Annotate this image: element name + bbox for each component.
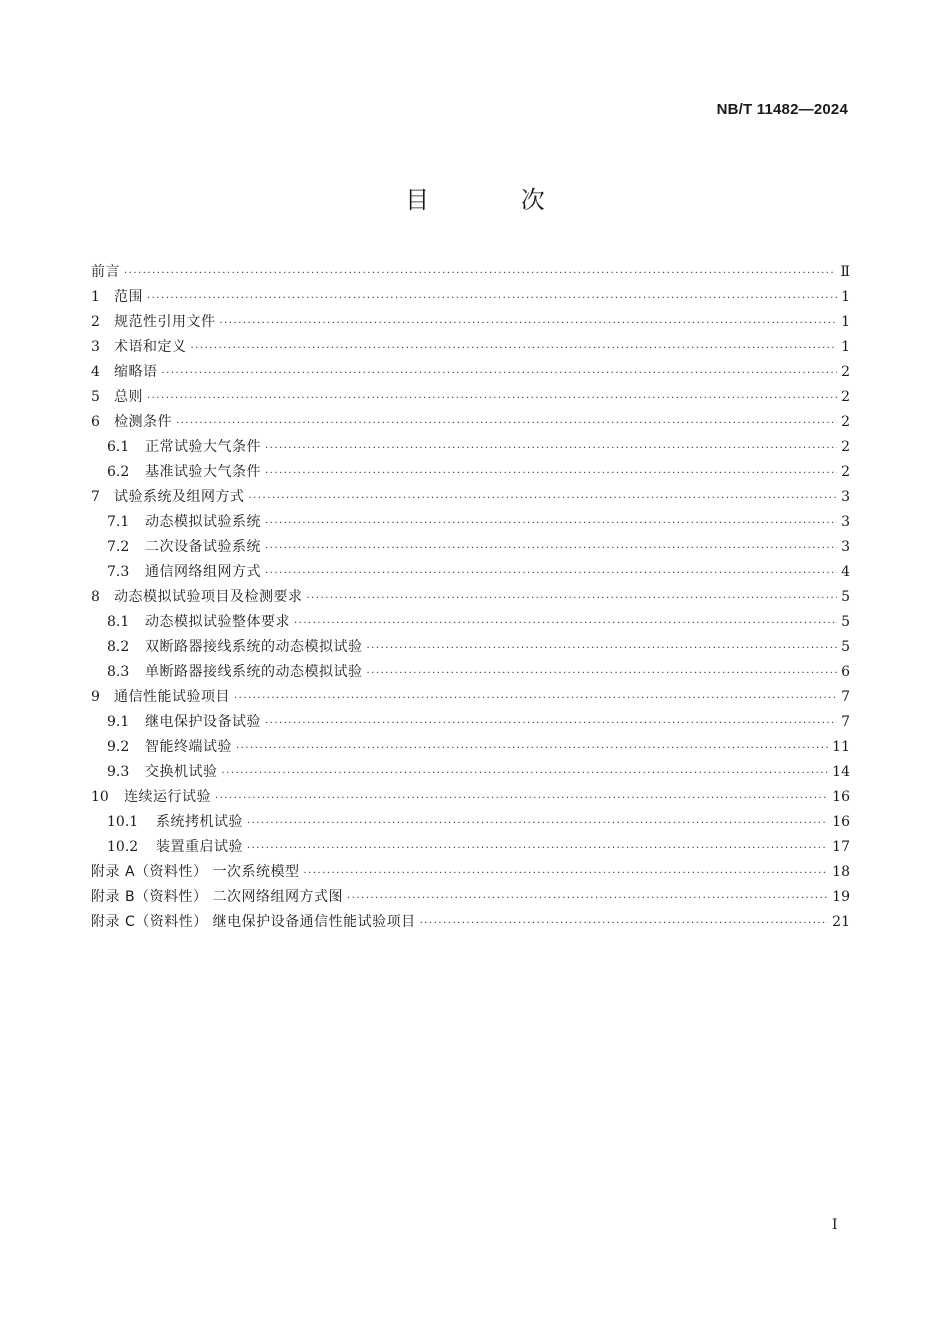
toc-entry-title: 双断路器接线系统的动态模拟试验: [145, 639, 363, 655]
toc-entry-page: 1: [841, 314, 850, 330]
dot-leader: [367, 636, 838, 661]
toc-entry-number: 8: [91, 589, 100, 605]
toc-entry-number: 3: [91, 339, 100, 355]
toc-entry-page: 4: [841, 564, 850, 580]
toc-entry-page: 17: [832, 839, 850, 855]
page-title: 目 次: [405, 186, 587, 214]
toc-entry-title: 单断路器接线系统的动态模拟试验: [145, 664, 363, 680]
dot-leader: [265, 511, 837, 536]
toc-entry-title: 二次设备试验系统: [145, 539, 261, 555]
toc-entry-title: 规范性引用文件: [114, 314, 216, 330]
dot-leader: [265, 711, 837, 736]
toc-entry-title: 连续运行试验: [124, 789, 211, 805]
dot-leader: [220, 311, 838, 336]
dot-leader: [347, 886, 828, 911]
toc-entry-title: 动态模拟试验系统: [145, 514, 261, 530]
toc-entry-number: 7.3: [107, 564, 130, 580]
toc-entry-number: 7: [91, 489, 100, 505]
toc-entry-page: 2: [841, 439, 850, 455]
toc-entry-title: 总则: [114, 389, 143, 405]
toc-entry[interactable]: [91, 685, 850, 710]
toc-entry[interactable]: [91, 585, 850, 610]
toc-entry-page: 1: [841, 289, 850, 305]
toc-entry-page: 7: [841, 714, 850, 730]
toc-entry-page: 16: [832, 814, 850, 830]
dot-leader: [234, 686, 837, 711]
dot-leader: [420, 911, 828, 936]
dot-leader: [265, 436, 837, 461]
toc-entry-number: 5: [91, 389, 100, 405]
toc-entry[interactable]: [91, 310, 850, 335]
toc-entry[interactable]: [91, 360, 850, 385]
toc-entry-page: 16: [832, 789, 850, 805]
toc-entry-page: 2: [841, 464, 850, 480]
toc-entry[interactable]: [91, 485, 850, 510]
toc-entry[interactable]: [91, 860, 850, 885]
toc-entry-number: 9: [91, 689, 100, 705]
toc-entry[interactable]: [91, 285, 850, 310]
toc-entry[interactable]: [91, 910, 850, 935]
toc-entry-page: 3: [841, 489, 850, 505]
toc-entry[interactable]: [91, 410, 850, 435]
dot-leader: [294, 611, 837, 636]
toc-entry-page: 2: [841, 414, 850, 430]
dot-leader: [367, 661, 838, 686]
toc-entry-page: 3: [841, 539, 850, 555]
toc-entry-page: 5: [841, 639, 850, 655]
toc-entry-number: 7.1: [107, 514, 130, 530]
toc-entry[interactable]: [91, 535, 850, 560]
toc-entry[interactable]: [91, 710, 850, 735]
dot-leader: [191, 336, 838, 361]
toc-entry-number: 9.3: [107, 764, 130, 780]
toc-entry-number: 10.1: [107, 814, 139, 830]
toc-entry-page: 5: [841, 614, 850, 630]
toc-entry-number: 10.2: [107, 839, 139, 855]
toc-entry-number: 9.1: [107, 714, 130, 730]
toc-entry[interactable]: [91, 560, 850, 585]
document-code: NB/T 11482—2024: [716, 101, 848, 118]
toc-entry-number: 2: [91, 314, 100, 330]
toc-entry[interactable]: [91, 810, 850, 835]
toc-entry[interactable]: [91, 660, 850, 685]
toc-entry-page: 7: [841, 689, 850, 705]
toc-entry-number: 6.2: [107, 464, 130, 480]
toc-entry[interactable]: [91, 835, 850, 860]
toc-entry-title: 附录 B（资料性） 二次网络组网方式图: [91, 889, 344, 905]
toc-entry-title: 系统拷机试验: [156, 814, 243, 830]
dot-leader: [265, 561, 837, 586]
toc-entry-title: 基准试验大气条件: [145, 464, 261, 480]
toc-entry-title: 缩略语: [114, 364, 158, 380]
dot-leader: [265, 461, 837, 486]
dot-leader: [307, 586, 838, 611]
toc-entry-number: 7.2: [107, 539, 130, 555]
dot-leader: [215, 786, 828, 811]
toc-entry[interactable]: [91, 785, 850, 810]
toc-entry-number: 8.2: [107, 639, 130, 655]
toc-entry-title: 检测条件: [114, 414, 172, 430]
toc-entry-number: 10: [91, 789, 109, 805]
toc-entry-title: 术语和定义: [114, 339, 187, 355]
toc-entry-number: 1: [91, 289, 100, 305]
dot-leader: [247, 811, 828, 836]
toc-entry-title: 动态模拟试验项目及检测要求: [114, 589, 303, 605]
toc-entry-page: 2: [841, 364, 850, 380]
toc-entry-number: 9.2: [107, 739, 130, 755]
toc-entry-title: 装置重启试验: [156, 839, 243, 855]
toc-entry[interactable]: [91, 460, 850, 485]
toc-entry-number: 6.1: [107, 439, 130, 455]
toc-entry-title: 交换机试验: [145, 764, 218, 780]
toc-entry-page: 19: [832, 889, 850, 905]
toc-entry[interactable]: [91, 885, 850, 910]
toc-entry[interactable]: [91, 510, 850, 535]
toc-entry-page: 2: [841, 389, 850, 405]
toc-entry-page: 21: [832, 914, 850, 930]
toc-entry-page: 5: [841, 589, 850, 605]
toc-entry-title: 通信网络组网方式: [145, 564, 261, 580]
toc-entry-title: 正常试验大气条件: [145, 439, 261, 455]
dot-leader: [176, 411, 837, 436]
dot-leader: [222, 761, 829, 786]
toc-entry-title: 附录 A（资料性） 一次系统模型: [91, 864, 300, 880]
toc-entry[interactable]: [91, 735, 850, 760]
toc-entry-number: 8.1: [107, 614, 130, 630]
toc-entry[interactable]: [91, 760, 850, 785]
toc-entry-title: 通信性能试验项目: [114, 689, 230, 705]
toc-entry[interactable]: [91, 335, 850, 360]
toc-entry-page: 11: [832, 739, 850, 755]
dot-leader: [147, 286, 837, 311]
toc-entry-page: 14: [832, 764, 850, 780]
toc-entry-page: 6: [841, 664, 850, 680]
toc-entry[interactable]: [91, 610, 850, 635]
toc-entry-page: Ⅱ: [840, 264, 850, 280]
page-number: I: [832, 1217, 838, 1233]
toc-entry-page: 3: [841, 514, 850, 530]
toc-entry-title: 范围: [114, 289, 143, 305]
toc-entry[interactable]: [91, 435, 850, 460]
toc-entry-title: 附录 C（资料性） 继电保护设备通信性能试验项目: [91, 914, 416, 930]
dot-leader: [162, 361, 838, 386]
toc-entry-number: 6: [91, 414, 100, 430]
toc-entry[interactable]: [91, 260, 850, 285]
toc-entry-title: 智能终端试验: [145, 739, 232, 755]
toc-entry-title: 试验系统及组网方式: [114, 489, 245, 505]
toc-entry-number: 8.3: [107, 664, 130, 680]
dot-leader: [247, 836, 828, 861]
toc-entry-title: 前言: [91, 264, 120, 280]
toc-entry-page: 1: [841, 339, 850, 355]
dot-leader: [236, 736, 828, 761]
table-of-contents: [91, 260, 850, 935]
toc-entry-title: 继电保护设备试验: [145, 714, 261, 730]
toc-entry[interactable]: [91, 635, 850, 660]
dot-leader: [124, 261, 836, 286]
dot-leader: [249, 486, 838, 511]
dot-leader: [265, 536, 837, 561]
dot-leader: [147, 386, 837, 411]
toc-entry-page: 18: [832, 864, 850, 880]
toc-entry[interactable]: [91, 385, 850, 410]
toc-entry-title: 动态模拟试验整体要求: [145, 614, 290, 630]
dot-leader: [303, 861, 828, 886]
toc-entry-number: 4: [91, 364, 100, 380]
